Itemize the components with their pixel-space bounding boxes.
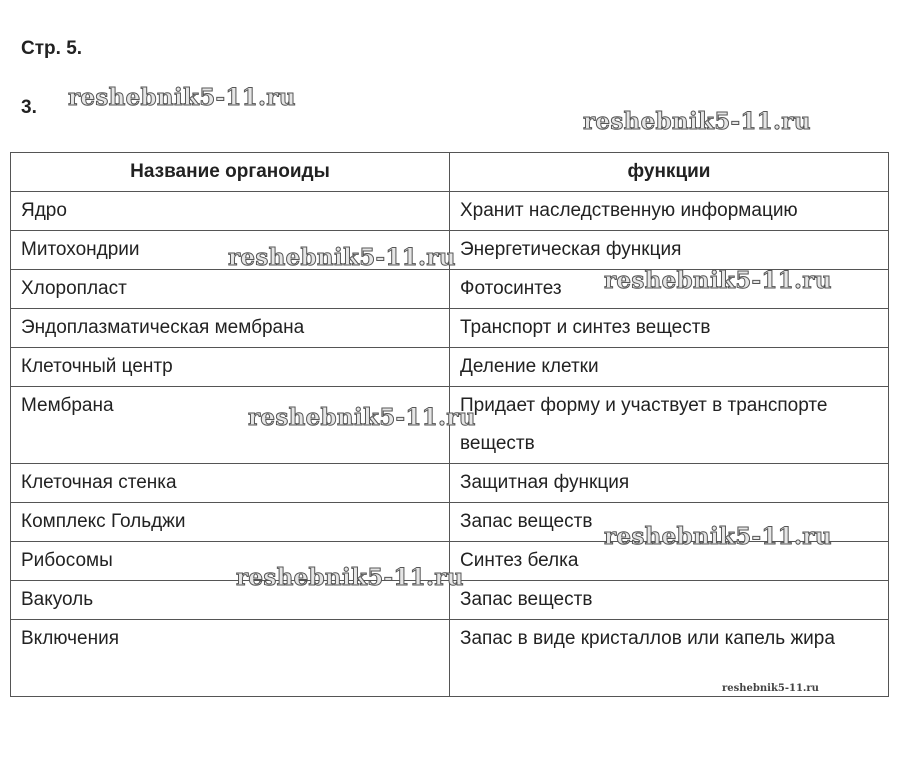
task-number: 3.: [21, 97, 37, 118]
watermark: reshebnik5-11.ru: [604, 267, 832, 294]
table-row: [11, 309, 889, 348]
organelle-function: Транспорт и синтез веществ: [450, 309, 889, 348]
organelle-function: Защитная функция: [450, 464, 889, 503]
header-organelle-name: Название органоиды: [11, 153, 450, 192]
table-row: [11, 192, 889, 231]
table-row: [11, 464, 889, 503]
watermark-small: reshebnik5-11.ru: [722, 683, 819, 694]
table-row: [11, 581, 889, 620]
watermark: reshebnik5-11.ru: [68, 84, 296, 111]
organelle-function: Придает форму и участвует в транспорте веществ: [450, 387, 889, 464]
organelle-function: Фотосинтез: [450, 270, 889, 309]
organelle-name: Митохондрии: [11, 231, 450, 270]
table-row: [11, 348, 889, 387]
watermark: reshebnik5-11.ru: [236, 564, 464, 591]
organelle-name: Хлоропласт: [11, 270, 450, 309]
page-label: Стр. 5.: [21, 38, 83, 59]
organelle-name: Комплекс Гольджи: [11, 503, 450, 542]
organelle-name: Клеточная стенка: [11, 464, 450, 503]
organelle-name: Ядро: [11, 192, 450, 231]
watermark: reshebnik5-11.ru: [228, 244, 456, 271]
watermark: reshebnik5-11.ru: [583, 108, 811, 135]
table-row: [11, 542, 889, 581]
watermark: reshebnik5-11.ru: [604, 523, 832, 550]
table-header-row: [11, 153, 889, 192]
organelle-name: Мембрана: [11, 387, 450, 464]
organelles-table: [10, 152, 889, 697]
watermark: reshebnik5-11.ru: [248, 404, 476, 431]
table-row: [11, 231, 889, 270]
organelle-name: Рибосомы: [11, 542, 450, 581]
organelle-function: Запас веществ: [450, 503, 889, 542]
organelle-function: Запас в виде кристаллов или капель жира: [450, 620, 889, 697]
organelle-function: Энергетическая функция: [450, 231, 889, 270]
organelle-name: Вакуоль: [11, 581, 450, 620]
organelle-name: Эндоплазматическая мембрана: [11, 309, 450, 348]
organelle-function: Хранит наследственную информацию: [450, 192, 889, 231]
scan-gap: [11, 692, 236, 696]
organelle-name: Клеточный центр: [11, 348, 450, 387]
organelle-function: Синтез белка: [450, 542, 889, 581]
table-row: [11, 503, 889, 542]
organelle-function: Деление клетки: [450, 348, 889, 387]
organelle-name: Включения: [11, 620, 450, 697]
organelle-function: Запас веществ: [450, 581, 889, 620]
table-row: [11, 270, 889, 309]
table-row: [11, 387, 889, 464]
header-functions: функции: [450, 153, 889, 192]
